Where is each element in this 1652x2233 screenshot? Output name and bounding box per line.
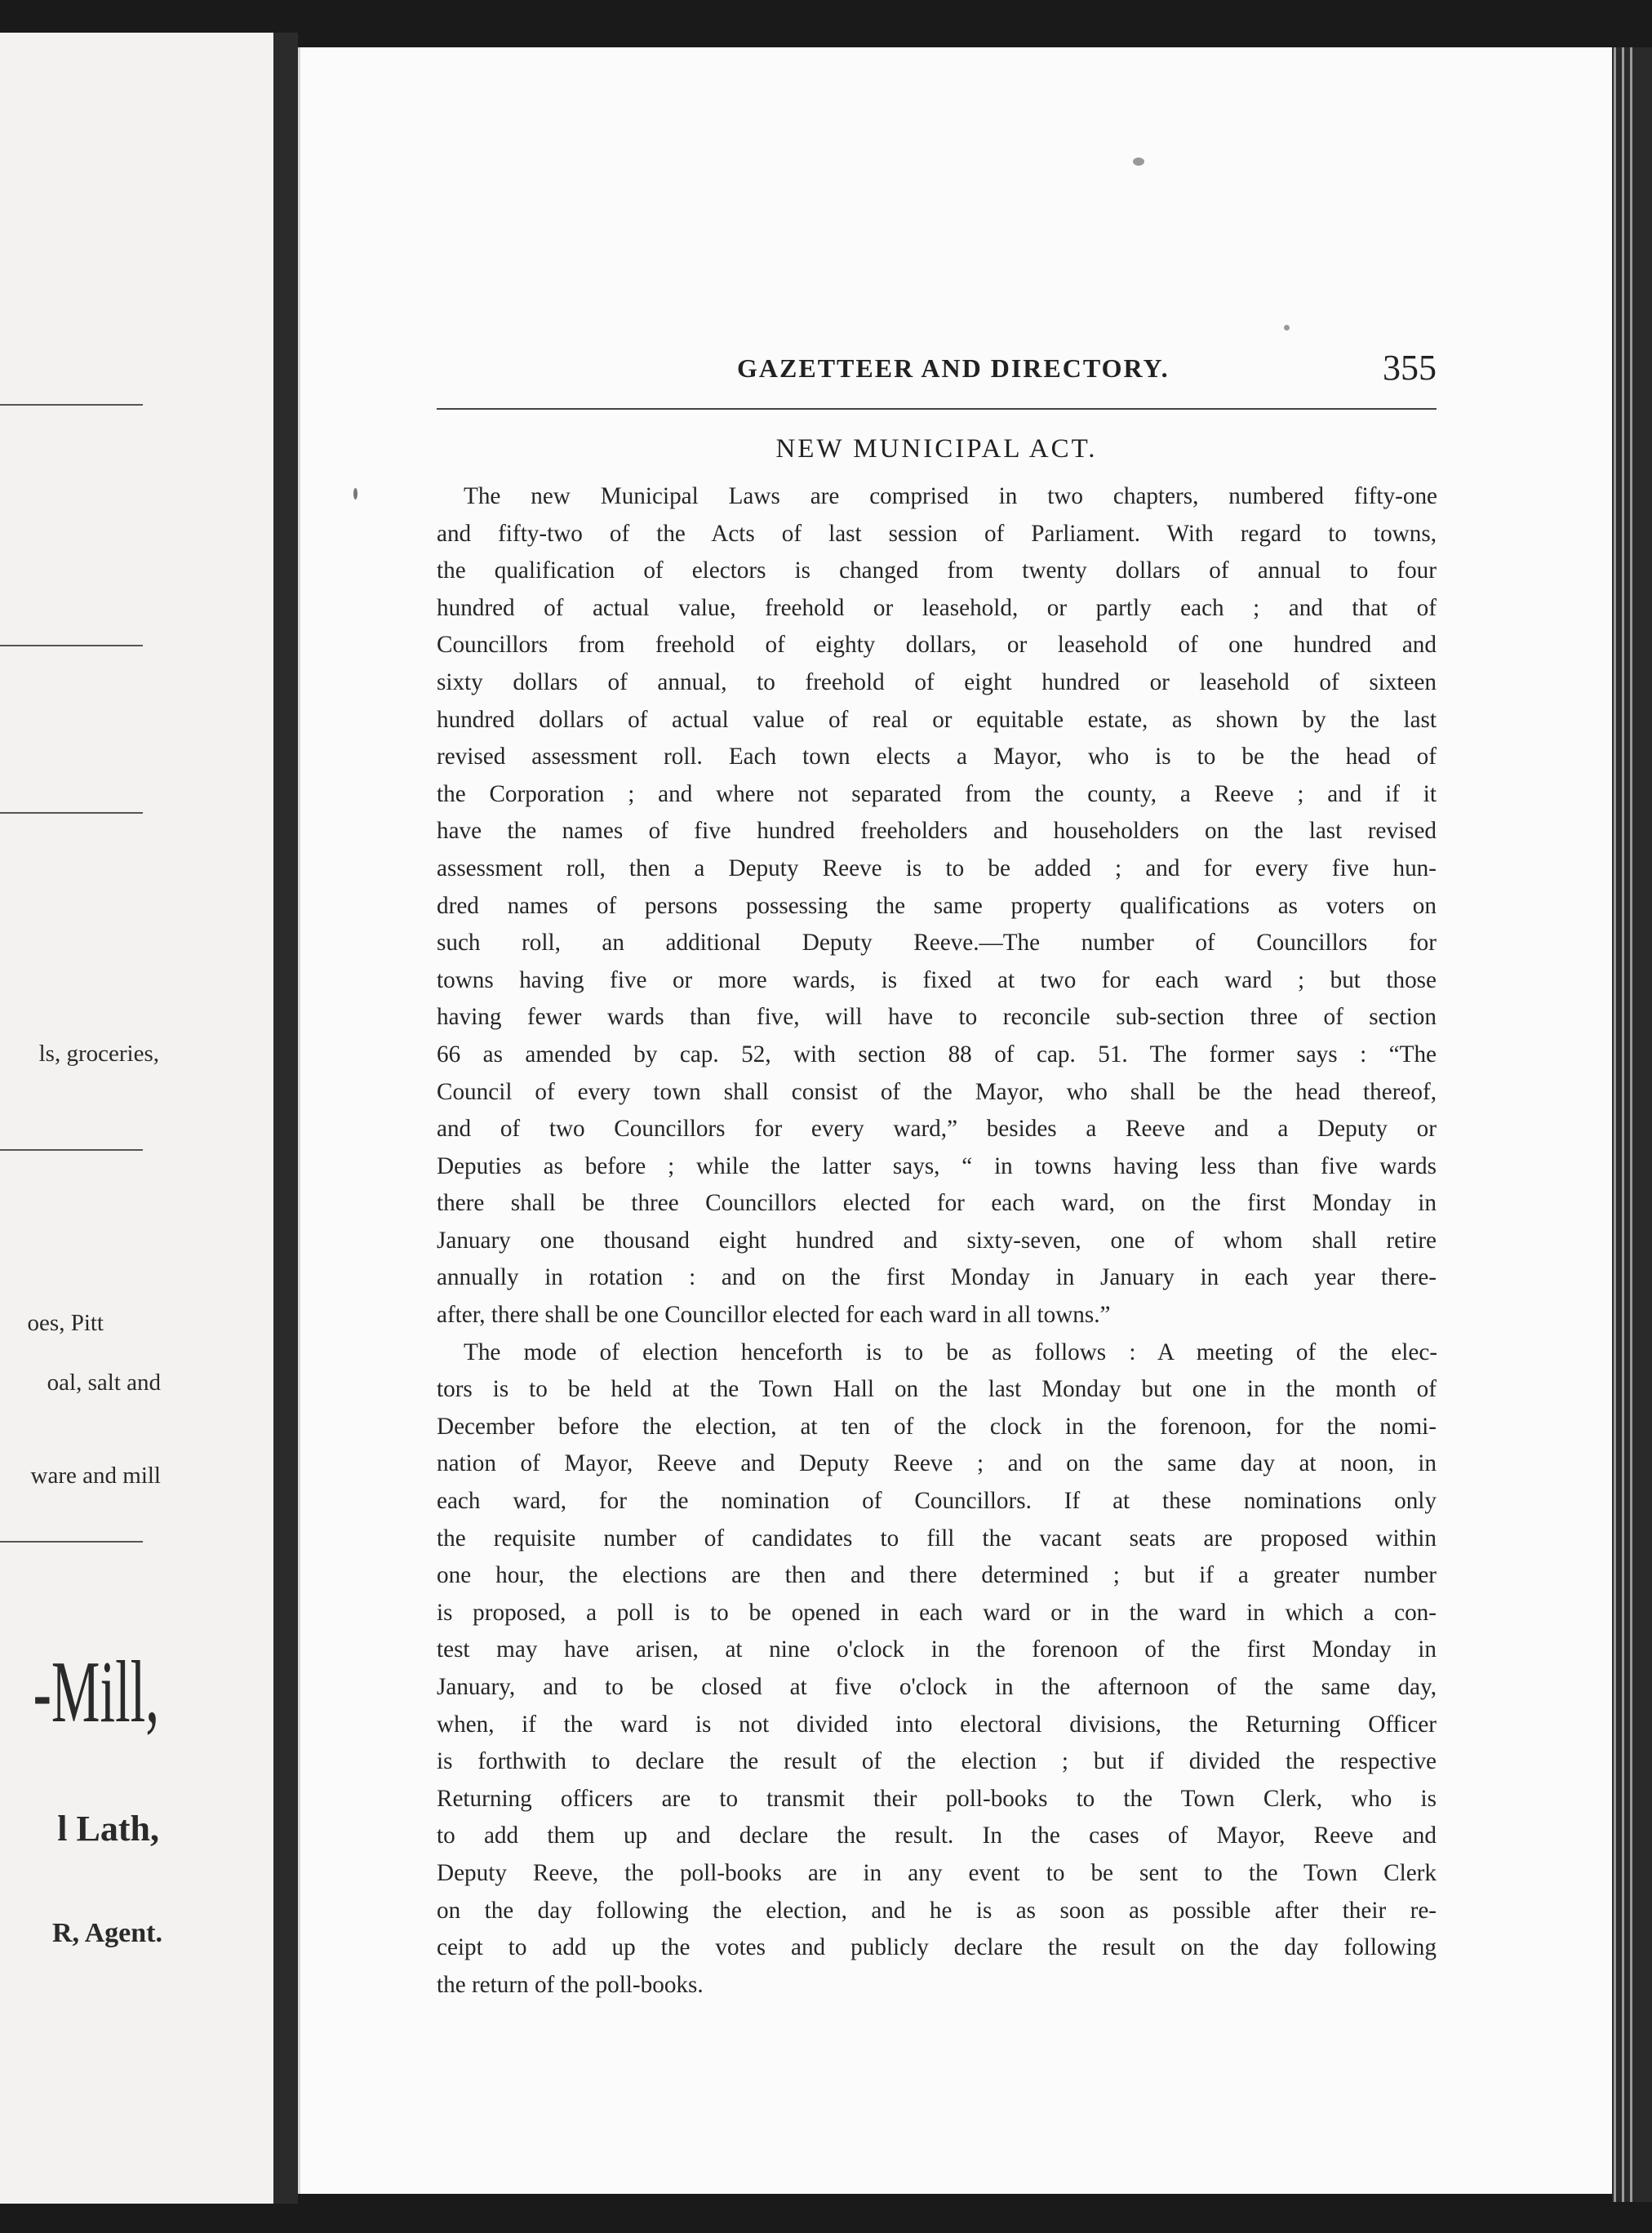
article-line: assessment roll, then a Deputy Reeve is to be added ; and for every five hun-: [437, 855, 1437, 881]
page-number: 355: [1383, 348, 1437, 388]
article-line: the requisite number of candidates to fill the vacant seats are proposed within: [437, 1525, 1437, 1552]
article-line: nation of Mayor, Reeve and Deputy Reeve ; and on the same day at noon, in: [437, 1450, 1437, 1477]
article-line: the Corporation ; and where not separated from the county, a Reeve ; and if it: [437, 780, 1437, 807]
article-line: Councillors from freehold of eighty dollars, or leasehold of one hundred and: [437, 632, 1437, 659]
page-edge-line: [1614, 47, 1616, 2202]
left-page-fragment: R, Agent.: [51, 1918, 162, 1948]
page-header: [437, 347, 1437, 396]
page-edge-line: [1622, 47, 1624, 2202]
article-line: Returning officers are to transmit their poll-books to the Town Clerk, who is: [437, 1785, 1437, 1812]
left-page-heading-fragment: -Mill,: [33, 1644, 159, 1741]
article-line: sixty dollars of annual, to freehold of eight hundred or leasehold of sixteen: [437, 668, 1437, 695]
left-page-rule: [0, 1541, 143, 1543]
article-line: January, and to be closed at five o'clock in the afternoon of the same day,: [437, 1674, 1437, 1700]
left-page-fragment: ware and mill: [30, 1463, 161, 1489]
article-line: 66 as amended by cap. 52, with section 88 of cap. 51. The former says : “The: [437, 1041, 1437, 1068]
left-facing-page: [0, 33, 273, 2204]
left-page-fragment: oes, Pitt: [27, 1310, 104, 1336]
article-line: on the day following the election, and he is as soon as possible after their re-: [437, 1897, 1437, 1924]
left-page-fragment: ls, groceries,: [38, 1041, 159, 1067]
article-line: having fewer wards than five, will have to reconcile sub-section three of section: [437, 1004, 1437, 1031]
article-line: The new Municipal Laws are comprised in two chapters, numbered fifty-one: [464, 483, 1437, 509]
article-line: ceipt to add up the votes and publicly declare the result on the day following: [437, 1934, 1437, 1961]
header-rule: [437, 408, 1437, 410]
article-line: after, there shall be one Councillor elected for each ward in all towns.”: [437, 1302, 1111, 1329]
book-gutter: [273, 33, 298, 2204]
article-line: January one thousand eight hundred and sixty-seven, one of whom shall retire: [437, 1227, 1437, 1254]
article-line: towns having five or more wards, is fixed at two for each ward ; but those: [437, 966, 1437, 993]
article-line: is proposed, a poll is to be opened in each ward or in the ward in which a con-: [437, 1599, 1437, 1626]
article-line: and fifty-two of the Acts of last session of Parliament. With regard to towns,: [437, 520, 1437, 547]
running-head: GAZETTEER AND DIRECTORY.: [737, 353, 1170, 383]
left-page-rule: [0, 1149, 143, 1151]
left-page-rule: [0, 645, 143, 646]
article-line: and of two Councillors for every ward,” besides a Reeve and a Deputy or: [437, 1116, 1437, 1143]
article-line: revised assessment roll. Each town elects a Mayor, who is to be the head of: [437, 744, 1437, 770]
article-line: test may have arisen, at nine o'clock in the forenoon of the first Monday in: [437, 1636, 1437, 1663]
article-line: to add them up and declare the result. In the cases of Mayor, Reeve and: [437, 1822, 1437, 1849]
paper-speck: [1133, 158, 1144, 166]
article-line: annually in rotation : and on the first Monday in January in each year there-: [437, 1264, 1437, 1291]
article-line: have the names of five hundred freeholders and householders on the last revised: [437, 818, 1437, 845]
article-line: the qualification of electors is changed from twenty dollars of annual to four: [437, 557, 1437, 584]
article-line: is forthwith to declare the result of the election ; but if divided the respective: [437, 1748, 1437, 1775]
paper-speck: [353, 488, 357, 499]
article-line: Deputies as before ; while the latter says, “ in towns having less than five wards: [437, 1152, 1437, 1179]
article-line: December before the election, at ten of the clock in the forenoon, for the nomi-: [437, 1413, 1437, 1440]
article-line: Deputy Reeve, the poll-books are in any event to be sent to the Town Clerk: [437, 1859, 1437, 1886]
article-title: NEW MUNICIPAL ACT.: [775, 434, 1098, 464]
article-line: such roll, an additional Deputy Reeve.—The number of Councillors for: [437, 930, 1437, 957]
page-edges: [1612, 47, 1652, 2202]
article-line: Council of every town shall consist of the Mayor, who shall be the head thereof,: [437, 1078, 1437, 1105]
article-line: dred names of persons possessing the same property qualifications as voters on: [437, 892, 1437, 919]
article-body: [437, 478, 1437, 2004]
article-line: there shall be three Councillors elected for each ward, on the first Monday in: [437, 1190, 1437, 1217]
left-page-fragment: l Lath,: [57, 1809, 159, 1849]
article-line: hundred of actual value, freehold or leasehold, or partly each ; and that of: [437, 594, 1437, 621]
article-line: tors is to be held at the Town Hall on the last Monday but one in the month of: [437, 1376, 1437, 1403]
article-line: when, if the ward is not divided into electoral divisions, the Returning Officer: [437, 1711, 1437, 1738]
left-page-rule: [0, 812, 143, 814]
article-line: hundred dollars of actual value of real or equitable estate, as shown by the last: [437, 706, 1437, 733]
page-edge-line: [1630, 47, 1632, 2202]
paper-speck: [1284, 325, 1290, 331]
article-line: the return of the poll-books.: [437, 1971, 704, 1998]
article-line: each ward, for the nomination of Councillors. If at these nominations only: [437, 1488, 1437, 1515]
article-line: one hour, the elections are then and there determined ; but if a greater number: [437, 1562, 1437, 1589]
article-line: The mode of election henceforth is to be as follows : A meeting of the elec-: [464, 1338, 1437, 1365]
left-page-rule: [0, 404, 143, 406]
left-page-fragment: oal, salt and: [47, 1370, 161, 1396]
